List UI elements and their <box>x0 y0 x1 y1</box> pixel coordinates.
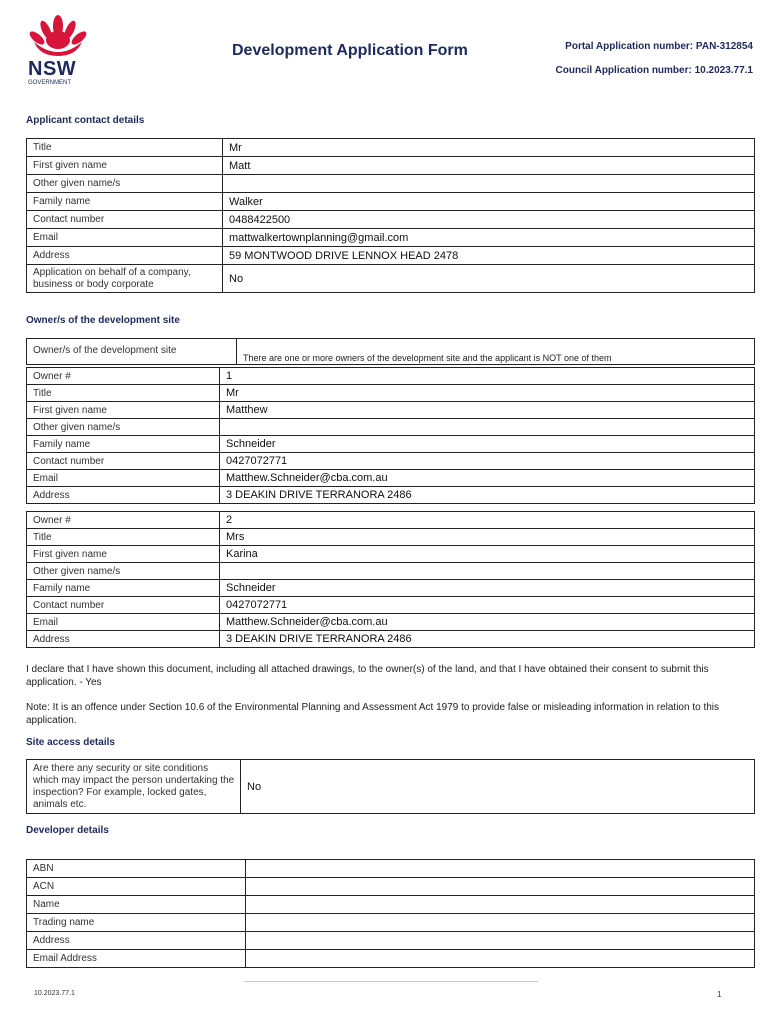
owners-summary-table <box>26 338 755 365</box>
table-row <box>27 229 755 247</box>
field-label: Address <box>27 247 223 265</box>
field-label: Contact number <box>27 211 223 229</box>
table-row <box>27 950 755 968</box>
field-value: 0427072771 <box>220 597 755 614</box>
field-label: Title <box>27 385 220 402</box>
form-title: Development Application Form <box>232 42 468 59</box>
field-label: Are there any security or site conditions which may impact the person undertaking the inspection? For example, locked gates, animals etc. <box>27 760 241 814</box>
table-row <box>27 914 755 932</box>
table-row <box>27 402 755 419</box>
field-label: Application on behalf of a company, business or body corporate <box>27 265 223 293</box>
section-title-site-access: Site access details <box>26 737 115 748</box>
field-label: Email <box>27 470 220 487</box>
field-value: Karina <box>220 546 755 563</box>
table-row <box>27 760 755 814</box>
table-row <box>27 614 755 631</box>
table-row <box>27 175 755 193</box>
field-value: Mr <box>223 139 755 157</box>
site-access-table <box>26 759 755 814</box>
table-row <box>27 193 755 211</box>
field-value: Schneider <box>220 436 755 453</box>
table-row <box>27 470 755 487</box>
field-value <box>246 914 755 932</box>
developer-table <box>26 859 755 968</box>
table-row <box>27 385 755 402</box>
table-row <box>27 580 755 597</box>
table-row <box>27 436 755 453</box>
field-value: 3 DEAKIN DRIVE TERRANORA 2486 <box>220 631 755 648</box>
field-label: Address <box>27 487 220 504</box>
field-value: 0488422500 <box>223 211 755 229</box>
table-row <box>27 563 755 580</box>
field-label: ACN <box>27 878 246 896</box>
table-row <box>27 265 755 293</box>
field-label: Name <box>27 896 246 914</box>
logo-text: NSW <box>28 58 77 80</box>
field-value: Mr <box>220 385 755 402</box>
field-label: Trading name <box>27 914 246 932</box>
table-row <box>27 247 755 265</box>
table-row <box>27 419 755 436</box>
field-label: Email <box>27 229 223 247</box>
owner-2-table <box>26 511 755 648</box>
owner-consent-declaration: I declare that I have shown this document, including all attached drawings, to the owner(s) of the land, and that I have obtained their consent to submit this application. - Yes <box>26 664 709 688</box>
table-row <box>27 157 755 175</box>
field-value <box>246 950 755 968</box>
table-row <box>27 896 755 914</box>
field-value: Walker <box>223 193 755 211</box>
table-row <box>27 631 755 648</box>
field-value: 3 DEAKIN DRIVE TERRANORA 2486 <box>220 487 755 504</box>
table-row <box>27 878 755 896</box>
table-row <box>27 368 755 385</box>
field-label: Other given name/s <box>27 419 220 436</box>
field-label: Owner/s of the development site <box>27 339 237 365</box>
field-value <box>246 896 755 914</box>
field-value: 1 <box>220 368 755 385</box>
field-value <box>246 932 755 950</box>
field-label: Title <box>27 529 220 546</box>
field-value: 59 MONTWOOD DRIVE LENNOX HEAD 2478 <box>223 247 755 265</box>
council-application-number: Council Application number: 10.2023.77.1 <box>555 65 753 76</box>
field-label: Family name <box>27 436 220 453</box>
field-label: Title <box>27 139 223 157</box>
applicant-table <box>26 138 755 293</box>
field-label: First given name <box>27 546 220 563</box>
field-value: Mrs <box>220 529 755 546</box>
field-value: No <box>223 265 755 293</box>
table-row <box>27 860 755 878</box>
table-row <box>27 597 755 614</box>
table-row <box>27 487 755 504</box>
nsw-government-logo <box>26 12 90 89</box>
field-label: Email Address <box>27 950 246 968</box>
field-value: Matt <box>223 157 755 175</box>
field-value: There are one or more owners of the development site and the applicant is NOT one of them <box>237 339 755 365</box>
field-label: Address <box>27 631 220 648</box>
footer-divider <box>244 981 538 982</box>
field-value: Schneider <box>220 580 755 597</box>
field-value <box>246 878 755 896</box>
field-value <box>246 860 755 878</box>
field-value: Matthew <box>220 402 755 419</box>
table-row <box>27 932 755 950</box>
section-title-owners: Owner/s of the development site <box>26 315 180 326</box>
table-row <box>27 546 755 563</box>
field-value: 2 <box>220 512 755 529</box>
logo-subtext: GOVERNMENT <box>28 80 72 86</box>
portal-application-number: Portal Application number: PAN-312854 <box>565 41 753 52</box>
field-label: Family name <box>27 193 223 211</box>
field-label: First given name <box>27 402 220 419</box>
field-label: Email <box>27 614 220 631</box>
field-value: Matthew.Schneider@cba.com.au <box>220 614 755 631</box>
field-value: No <box>241 760 755 814</box>
owner-1-table <box>26 367 755 504</box>
table-row <box>27 139 755 157</box>
table-row <box>27 453 755 470</box>
page-number: 1 <box>717 990 722 999</box>
table-row <box>27 339 755 365</box>
field-label: Owner # <box>27 368 220 385</box>
field-label: Other given name/s <box>27 563 220 580</box>
field-value <box>220 563 755 580</box>
table-row <box>27 512 755 529</box>
field-label: Owner # <box>27 512 220 529</box>
field-value: mattwalkertownplanning@gmail.com <box>223 229 755 247</box>
field-value: 0427072771 <box>220 453 755 470</box>
field-value <box>220 419 755 436</box>
footer-reference: 10.2023.77.1 <box>34 990 75 997</box>
field-label: ABN <box>27 860 246 878</box>
field-value: Matthew.Schneider@cba.com.au <box>220 470 755 487</box>
section-title-developer: Developer details <box>26 825 109 836</box>
field-value <box>223 175 755 193</box>
offence-note: Note: It is an offence under Section 10.6 of the Environmental Planning and Assessment Act 1979 to provide false or misleading information in relation to this application. <box>26 702 720 726</box>
table-row <box>27 211 755 229</box>
section-title-applicant: Applicant contact details <box>26 115 145 126</box>
field-label: Family name <box>27 580 220 597</box>
field-label: Contact number <box>27 597 220 614</box>
field-label: First given name <box>27 157 223 175</box>
field-label: Contact number <box>27 453 220 470</box>
table-row <box>27 529 755 546</box>
field-label: Other given name/s <box>27 175 223 193</box>
field-label: Address <box>27 932 246 950</box>
